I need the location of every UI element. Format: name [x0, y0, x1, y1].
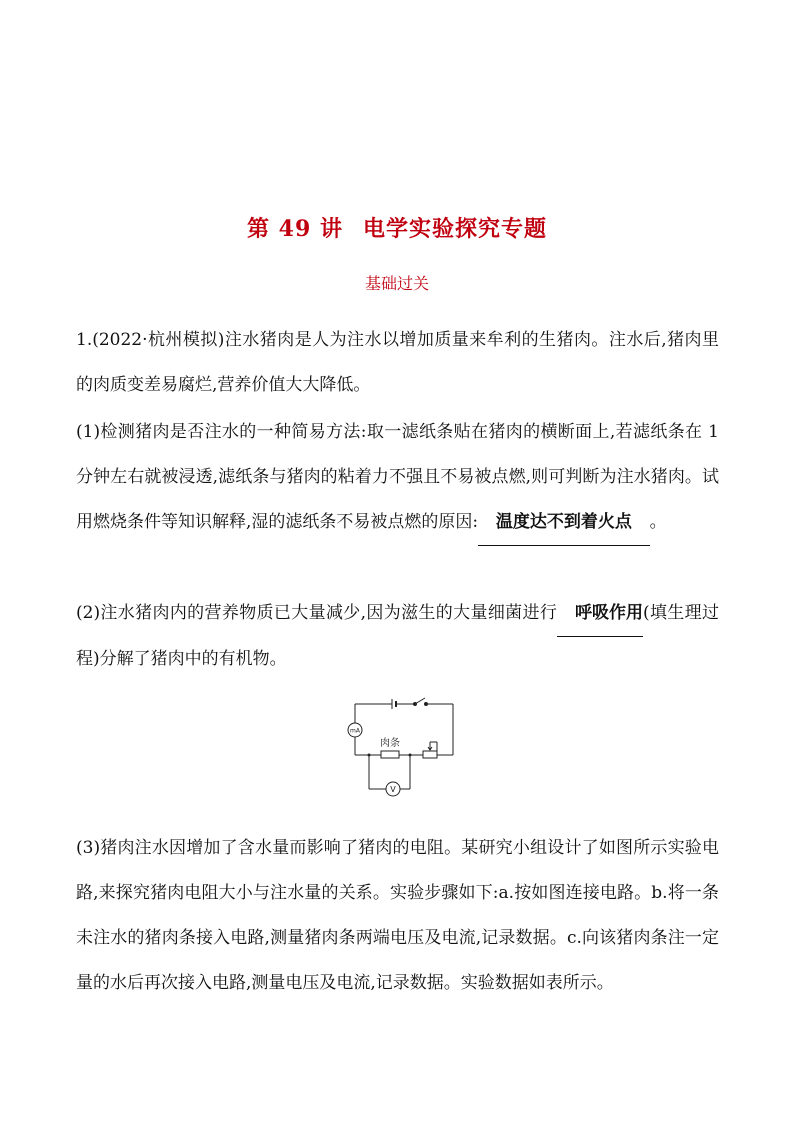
question-part-1	[76, 410, 719, 546]
lecture-number: 第 49 讲	[247, 216, 343, 242]
part-2-text-2: (填生理过程)分解了猪肉中的有机物。	[76, 603, 720, 669]
part-1-text: (1)检测猪肉是否注水的一种简易方法:取一滤纸条贴在猪肉的横断面上,若滤纸条在 1 分钟左右就被浸透,滤纸条与猪肉的粘着力不强且不易被点燃,则可判断为注水猪肉。试用燃烧条件等知识解释,湿的滤纸条不易被点燃的原因:	[76, 422, 719, 532]
rheostat	[423, 751, 437, 758]
part-1-answer: 温度达不	[478, 500, 564, 546]
part-1-answer-cont: 到着火点	[564, 500, 650, 546]
circuit-diagram	[345, 690, 460, 800]
part-1-end: 。	[649, 512, 667, 532]
lecture-topic: 电学实验探究专题	[362, 216, 547, 242]
meat-label: 肉条	[380, 738, 400, 749]
page-title	[0, 212, 794, 243]
part-2-text: (2)注水猪肉内的营养物质已大量减少,因为滋生的大量细菌进行	[76, 603, 558, 623]
ammeter-label: mA	[350, 727, 360, 735]
circuit-svg	[345, 690, 460, 800]
meat-resistor	[381, 751, 399, 758]
part-2-answer: 呼吸作用	[557, 591, 643, 637]
question-part-3: (3)猪肉注水因增加了含水量而影响了猪肉的电阻。某研究小组设计了如图所示实验电路,来探究猪肉电阻大小与注水量的关系。实验步骤如下:a.按如图连接电路。b.将一条未注水的猪肉条接入电路,测量猪肉条两端电压及电流,记录数据。c.向该猪肉条注一定量的水后再次接入电路,测量电压及电流,记录数据。实验数据如表所示。	[76, 838, 719, 993]
question-part-2	[76, 591, 719, 682]
section-subtitle: 基础过关	[364, 274, 429, 293]
question-intro: 1.(2022·杭州模拟)注水猪肉是人为注水以增加质量来牟利的生猪肉。注水后,猪肉里的肉质变差易腐烂,营养价值大大降低。	[76, 330, 719, 395]
voltmeter-label: V	[390, 785, 396, 794]
